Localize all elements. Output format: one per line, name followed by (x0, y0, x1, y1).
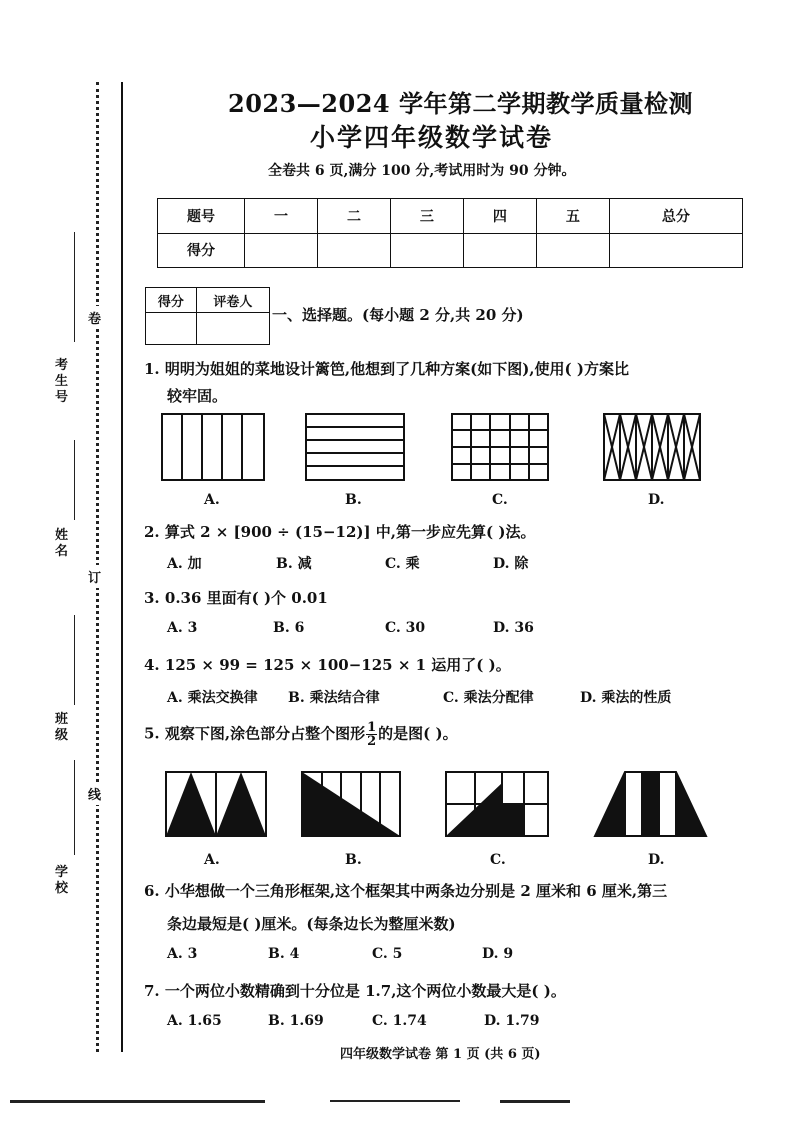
q6-option-b: B. 4 (268, 946, 300, 962)
examinee-number-blank (74, 232, 75, 342)
q5-fraction (366, 721, 377, 748)
fence-option-d (604, 414, 700, 480)
name-blank (74, 440, 75, 520)
q1-label-d: D. (648, 492, 665, 508)
score-blank-cell[interactable] (317, 233, 390, 268)
school-label: 学校 (55, 865, 69, 896)
score-blank-cell[interactable] (609, 233, 742, 268)
q7-text: 7. 一个两位小数精确到十分位是 1.7,这个两位小数最大是( )。 (144, 982, 566, 1000)
q3-option-a: A. 3 (167, 620, 198, 636)
q6-line2: 条边最短是( )厘米。(每条边长为整厘米数) (167, 915, 456, 933)
q2-option-b: B. 减 (276, 556, 312, 572)
score-blank-cell[interactable] (390, 233, 463, 268)
bottom-rule-right (500, 1100, 570, 1103)
seal-char-xian: 线 (88, 782, 101, 805)
exam-note: 全卷共 6 页,满分 100 分,考试用时为 90 分钟。 (268, 163, 576, 179)
grader-score-blank[interactable] (146, 313, 197, 345)
q3-option-b: B. 6 (273, 620, 305, 636)
q5-label-a: A. (204, 852, 220, 868)
q7-option-b: B. 1.69 (268, 1013, 324, 1029)
score-cell: 一 (245, 199, 318, 234)
score-cell: 三 (390, 199, 463, 234)
q1-fence-figures (160, 412, 740, 484)
class-label: 班级 (55, 712, 69, 743)
q6-line1: 6. 小华想做一个三角形框架,这个框架其中两条边分别是 2 厘米和 6 厘米,第三 (144, 882, 668, 900)
bottom-rule-mid (330, 1100, 460, 1102)
score-blank-cell[interactable] (245, 233, 318, 268)
q2-text: 2. 算式 2 × [900 ÷ (15−12)] 中,第一步应先算( )法。 (144, 523, 536, 541)
score-table-score-row (158, 233, 743, 268)
margin-solid-line (121, 82, 123, 1052)
q4-option-d: D. 乘法的性质 (580, 690, 672, 706)
q4-option-c: C. 乘法分配律 (443, 690, 534, 706)
q2-option-c: C. 乘 (385, 556, 420, 572)
q2-option-a: A. 加 (167, 556, 202, 572)
score-row-label: 得分 (158, 233, 245, 268)
grader-table (145, 287, 270, 345)
q3-text: 3. 0.36 里面有( )个 0.01 (144, 589, 328, 607)
q1-label-a: A. (204, 492, 220, 508)
q3-option-d: D. 36 (493, 620, 534, 636)
q5-text-after: 的是图( )。 (378, 724, 458, 743)
q1-label-c: C. (492, 492, 508, 508)
score-blank-cell[interactable] (463, 233, 536, 268)
score-blank-cell[interactable] (536, 233, 609, 268)
q7-option-d: D. 1.79 (484, 1013, 540, 1029)
q5-label-c: C. (490, 852, 506, 868)
fence-option-c (452, 414, 548, 480)
exam-subtitle: 小学四年级数学试卷 (310, 123, 554, 152)
q6-option-d: D. 9 (482, 946, 514, 962)
q5-shaded-figures (160, 768, 720, 840)
grader-score-label: 得分 (146, 288, 197, 313)
q5-label-d: D. (648, 852, 665, 868)
fence-option-a (162, 414, 264, 480)
q5-text-before: 5. 观察下图,涂色部分占整个图形 (144, 724, 366, 743)
q7-option-c: C. 1.74 (372, 1013, 427, 1029)
q4-text: 4. 125 × 99 = 125 × 100−125 × 1 运用了( )。 (144, 656, 511, 674)
q4-option-a: A. 乘法交换律 (167, 690, 258, 706)
score-cell: 题号 (158, 199, 245, 234)
grader-name-label: 评卷人 (196, 288, 269, 313)
section-title: 一、选择题。(每小题 2 分,共 20 分) (272, 306, 524, 324)
seal-char-ding: 订 (88, 565, 101, 588)
q1-line1: 1. 明明为姐姐的菜地设计篱笆,他想到了几种方案(如下图),使用( )方案比 (144, 360, 629, 378)
shape-option-a (166, 772, 266, 836)
q6-option-a: A. 3 (167, 946, 198, 962)
shape-option-b (302, 772, 400, 836)
score-cell: 总分 (609, 199, 742, 234)
q1-line2: 较牢固。 (167, 387, 228, 405)
exam-title: 2023—2024 学年第二学期教学质量检测 (228, 89, 693, 118)
examinee-number-label: 考生号 (55, 358, 69, 405)
score-table-header-row (158, 199, 743, 234)
q4-option-b: B. 乘法结合律 (288, 690, 380, 706)
score-cell: 四 (463, 199, 536, 234)
seal-char-juan: 卷 (88, 306, 101, 329)
score-table (157, 198, 743, 268)
q5-fraction-numerator: 1 (367, 720, 377, 735)
q6-option-c: C. 5 (372, 946, 403, 962)
bottom-rule-left (10, 1100, 265, 1103)
shape-option-d (595, 772, 706, 836)
name-label: 姓名 (55, 528, 69, 559)
score-cell: 二 (317, 199, 390, 234)
class-blank (74, 615, 75, 705)
q7-option-a: A. 1.65 (167, 1013, 222, 1029)
school-blank (74, 760, 75, 855)
score-cell: 五 (536, 199, 609, 234)
shape-option-c (446, 772, 548, 836)
q5-fraction-denominator: 2 (367, 734, 377, 749)
fence-option-b (306, 414, 404, 480)
q1-label-b: B. (345, 492, 362, 508)
grader-name-blank[interactable] (196, 313, 269, 345)
q3-option-c: C. 30 (385, 620, 426, 636)
q5-label-b: B. (345, 852, 362, 868)
q5-text (144, 721, 458, 748)
q2-option-d: D. 除 (493, 556, 529, 572)
page-footer: 四年级数学试卷 第 1 页 (共 6 页) (340, 1047, 541, 1062)
